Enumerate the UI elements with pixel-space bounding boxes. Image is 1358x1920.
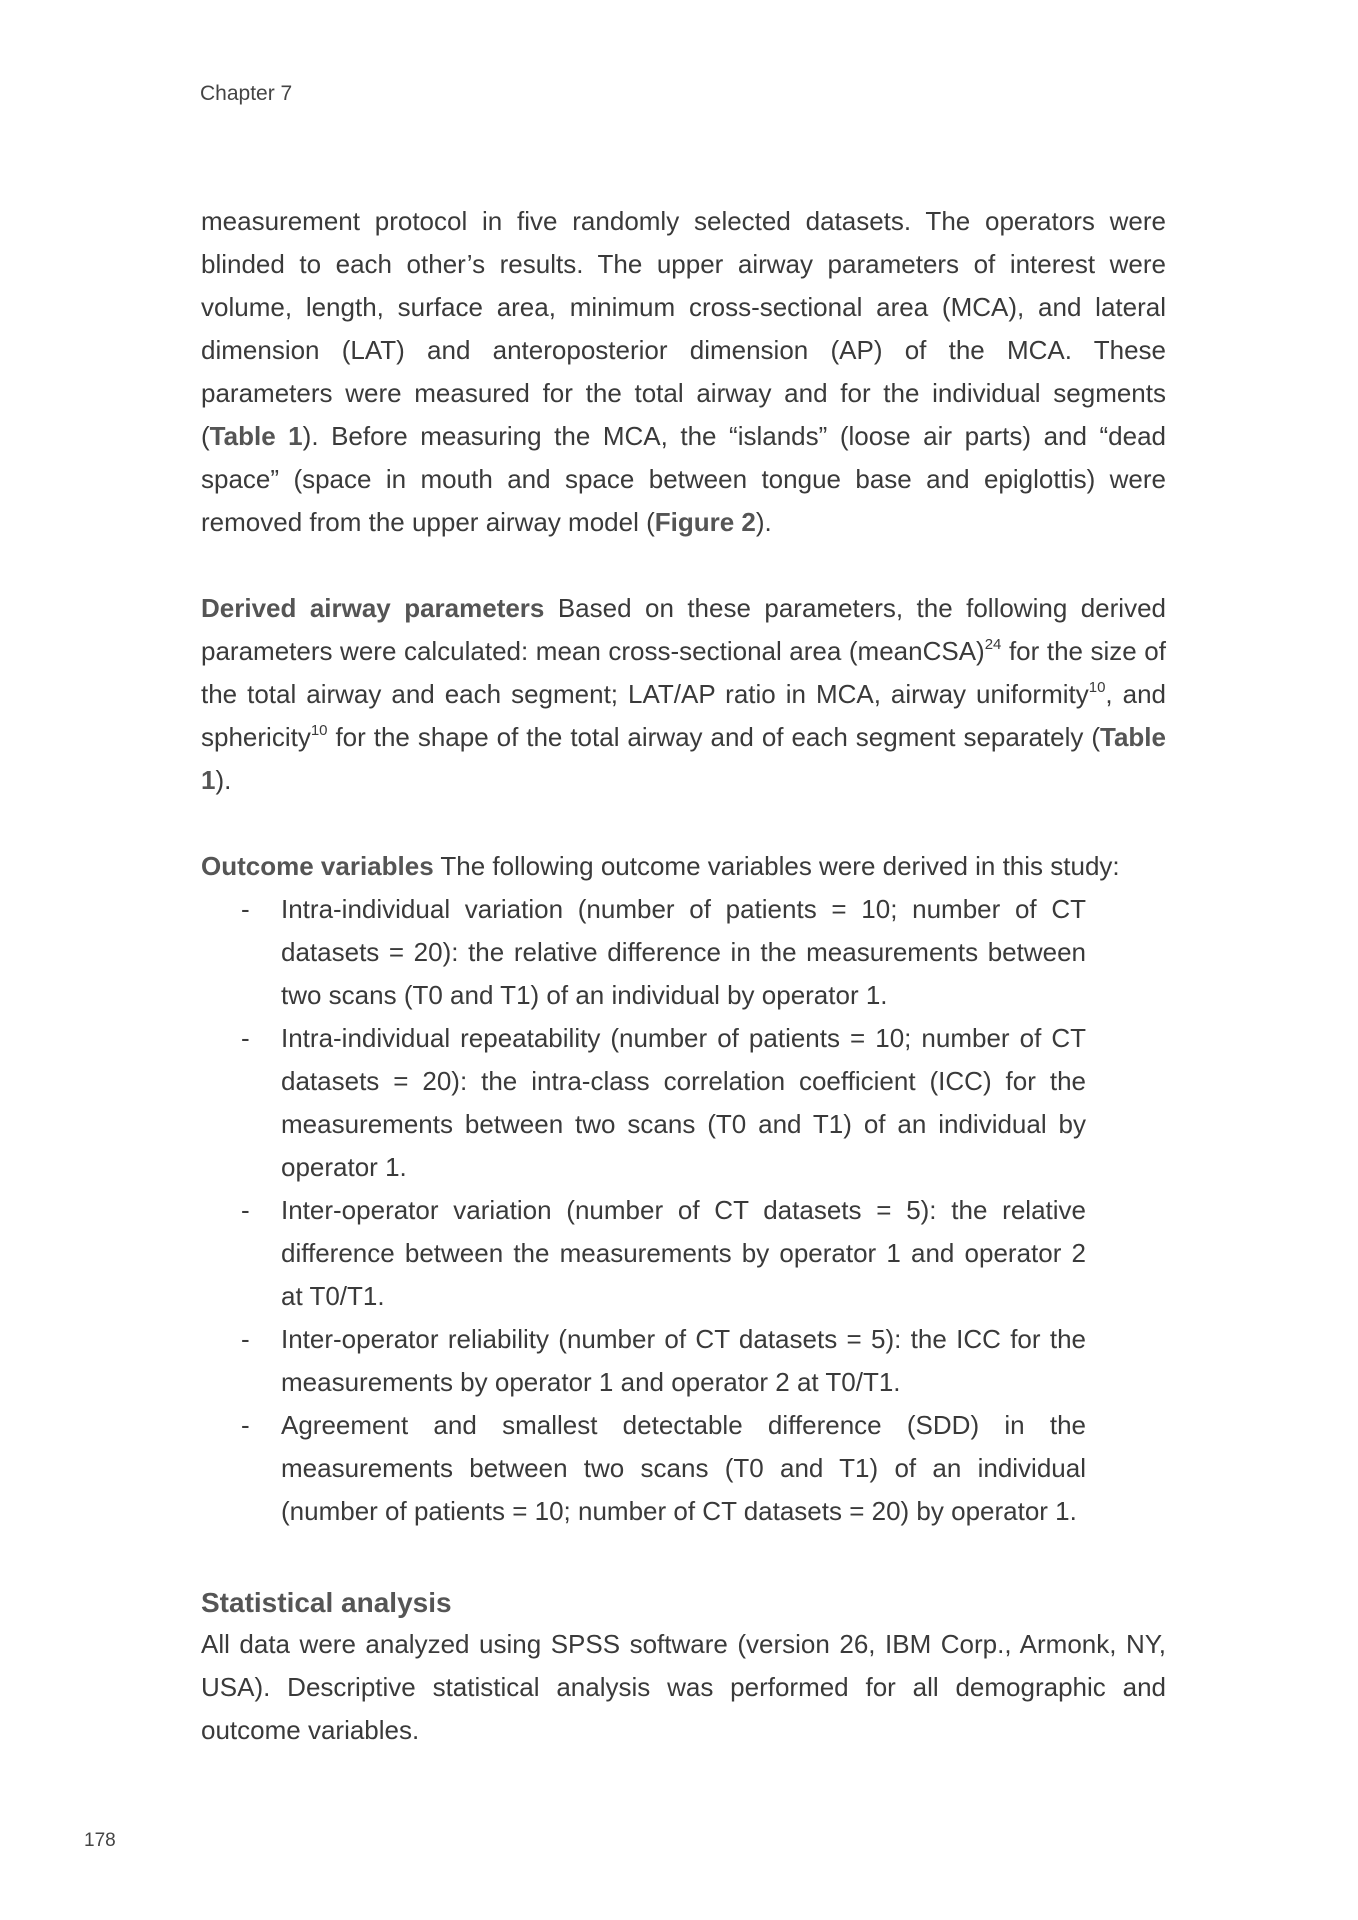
paragraph-outcome-variables bbox=[201, 845, 1166, 888]
citation-superscript: 10 bbox=[1088, 679, 1106, 697]
paragraph-text: for the shape of the total airway and of each segment separately ( bbox=[327, 722, 1101, 752]
list-item: - Agreement and smallest detectable difference (SDD) in the measurements between two scans (T0 and T1) of an individual (number of patients = 10; number of CT datasets = 20) by operator 1. bbox=[281, 1404, 1086, 1533]
paragraph-text: measurement protocol in five randomly selected datasets. The operators were blinded to each other’s results. The upper airway parameters of interest were volume, length, surface area, minimum cross-sectional area (MCA), and lateral dimension (LAT) and anteroposterior dimension (AP) of the MCA. These parameters were measured for the total airway and for the individual segments ( bbox=[201, 206, 1166, 451]
table-reference: Table 1 bbox=[201, 722, 1166, 795]
paragraph-text: The following outcome variables were derived in this study: bbox=[433, 851, 1120, 881]
paragraph-text: ). bbox=[215, 765, 232, 795]
table-reference: Table 1 bbox=[209, 421, 303, 451]
outcome-list bbox=[201, 888, 1086, 1533]
citation-superscript: 24 bbox=[984, 636, 1002, 654]
page-body bbox=[201, 200, 1166, 1752]
running-head: Chapter 7 bbox=[200, 82, 293, 105]
list-item: - Intra-individual variation (number of patients = 10; number of CT datasets = 20): the relative difference in the measurements between two scans (T0 and T1) of an individual by operator 1. bbox=[281, 888, 1086, 1017]
paragraph-measurement-protocol bbox=[201, 200, 1166, 544]
citation-superscript: 10 bbox=[310, 722, 328, 740]
figure-reference: Figure 2 bbox=[654, 507, 756, 537]
list-item: - Inter-operator reliability (number of CT datasets = 5): the ICC for the measurements by operator 1 and operator 2 at T0/T1. bbox=[281, 1318, 1086, 1404]
run-in-heading: Derived airway parameters bbox=[201, 593, 545, 623]
list-item: - Intra-individual repeatability (number of patients = 10; number of CT datasets = 20): the intra-class correlation coefficient (ICC) for the measurements between two scans (T0 and T1) of an individual by operator 1. bbox=[281, 1017, 1086, 1189]
page-number: 178 bbox=[84, 1830, 116, 1851]
paragraph-text: ). Before measuring the MCA, the “islands” (loose air parts) and “dead space” (space in mouth and space between tongue base and epiglottis) were removed from the upper airway model ( bbox=[201, 421, 1167, 537]
paragraph-text: Based on these parameters, the following derived parameters were calculated: mean cross-sectional area (meanCSA) bbox=[201, 593, 1166, 666]
list-item: - Inter-operator variation (number of CT datasets = 5): the relative difference between the measurements by operator 1 and operator 2 at T0/T1. bbox=[281, 1189, 1086, 1318]
paragraph-text: ). bbox=[755, 507, 772, 537]
paragraph-text: for the size of the total airway and each segment; LAT/AP ratio in MCA, airway uniformity bbox=[201, 636, 1166, 709]
run-in-heading: Outcome variables bbox=[201, 851, 434, 881]
paragraph-statistical-analysis: All data were analyzed using SPSS software (version 26, IBM Corp., Armonk, NY, USA). Descriptive statistical analysis was performed for all demographic and outcome variables. bbox=[201, 1629, 1166, 1745]
paragraph-derived-parameters bbox=[201, 587, 1166, 802]
paragraph-text: , and sphericity bbox=[201, 679, 1167, 752]
section-heading: Statistical analysis bbox=[201, 1587, 452, 1618]
